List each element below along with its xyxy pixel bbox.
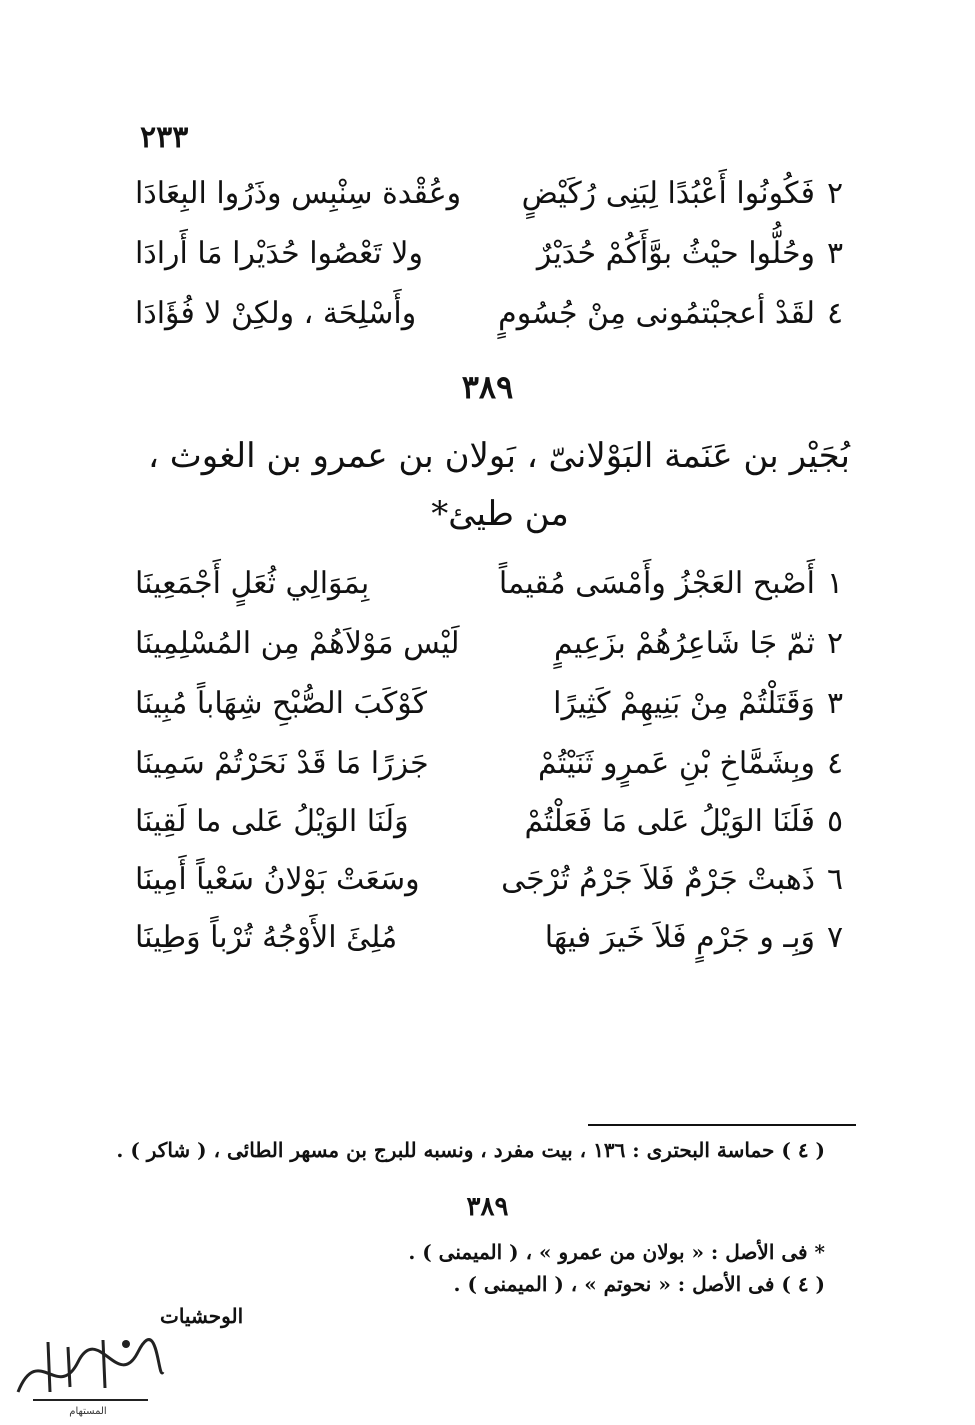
verse-row [135,796,855,846]
calligraphy-logo [8,1322,168,1418]
verse-number: ٣ [826,685,844,721]
verse-first-hemistich: وَقَتَلْتُمْ مِنْ بَنِيهِمْ كَثِيرًا [553,685,815,721]
verse-first-hemistich: أَصْبح العَجْزُ وأَمْسَى مُقيماً [498,565,815,601]
book-title: الوحشيات [160,1304,244,1328]
footnote-4: ( ٤ ) فى الأصل : « نحوتم » ، ( الميمنى ) . [453,1272,825,1296]
verse-second-hemistich: ولا تَعْصُوا حُدَيْرا مَا أَرادَا [135,235,424,271]
verse-row [135,558,855,608]
verse-row [135,738,855,788]
verse-row [135,912,855,962]
verse-row [135,228,855,278]
verse-row [135,854,855,904]
footnote-prev-poem: ( ٤ ) حماسة البحترى : ١٣٦ ، بيت مفرد ، ونسبه للبرج بن مسهر الطائى ، ( شاكر ) . [116,1138,825,1162]
section-heading-line1: بُجَيْر بن عَنَمة البَوْلانىّ ، بَولان بن عمرو بن الغوث ، [147,436,850,476]
section-number: ٣٨٩ [461,368,514,406]
verse-second-hemistich: وأَسْلِحَة ، ولكِنْ لا فُؤَادَا [135,295,417,331]
verse-first-hemistich: ثمّ جَا شَاعِرُهُمْ بزَعِيمٍ [554,625,815,661]
footnote-divider [588,1124,856,1126]
verse-first-hemistich: وبِشَمَّاخِ بْنِ عَمرٍو ثَنَيْتُمْ [537,745,815,781]
verse-first-hemistich: فَلَنَا الوَيْلُ عَلى مَا فَعَلْتُمْ [524,803,815,839]
verse-second-hemistich: وعُقْدة سِنْبِس وذَرُوا البِعَادَا [135,175,462,211]
verse-number: ٥ [826,803,844,839]
verse-first-hemistich: وَبِـ و جَرْمٍ فَلاَ خَيرَ فيهَا [544,919,815,955]
footnote-section-number: ٣٨٩ [466,1192,509,1222]
verse-number: ٦ [826,861,844,897]
verse-second-hemistich: وَلَنَا الوَيْلُ عَلى ما لَقِينَا [135,803,409,839]
verse-number: ٧ [826,919,844,955]
verse-row [135,678,855,728]
logo-text: المستهام [69,1406,107,1417]
verse-number: ٣ [826,235,844,271]
verse-first-hemistich: ذَهبتْ جَرْمٌ فَلاَ جَرْمُ تُرْجَى [501,861,815,897]
verse-first-hemistich: فَكُونُوا أَعْبُدًا لِبَنِى رُكَيْضٍ [521,175,815,211]
footnote-star: * فى الأصل : « بولان من عمرو » ، ( الميمنى ) . [408,1240,825,1264]
verse-second-hemistich: جَزرًا مَا قَدْ نَحَرْتُمْ سَمِينَا [135,745,429,781]
verse-first-hemistich: لقَدْ أعجبْتمُونى مِنْ جُسُومٍ [498,295,815,331]
page-number: ٢٣٣ [140,120,189,155]
verse-row [135,288,855,338]
verse-second-hemistich: مُلِئَ الأَوْجُهُ تُرْباً وَطِينَا [135,919,398,955]
verse-second-hemistich: وسَعَتْ بَوْلانُ سَعْياً أَمِينَا [135,861,420,897]
verse-second-hemistich: لَيْس مَوْلاَهُمْ مِن المُسْلِمِينَا [135,625,460,661]
verse-number: ٢ [826,625,844,661]
verse-number: ١ [826,565,844,601]
verse-row [135,618,855,668]
verse-number: ٢ [826,175,844,211]
verse-first-hemistich: وحُلُّوا حيْثُ بوَّأَكُمْ حُدَيْرٌ [536,235,815,271]
section-heading-line2: من طيئ* [431,494,569,534]
verse-second-hemistich: بِمَوَالِي ثُعَلٍ أَجْمَعِينَا [135,565,370,601]
verse-row [135,168,855,218]
verse-number: ٤ [826,295,844,331]
verse-number: ٤ [826,745,844,781]
verse-second-hemistich: كَوْكَبَ الصُّبْحِ شِهَاباً مُبِينَا [135,685,428,721]
